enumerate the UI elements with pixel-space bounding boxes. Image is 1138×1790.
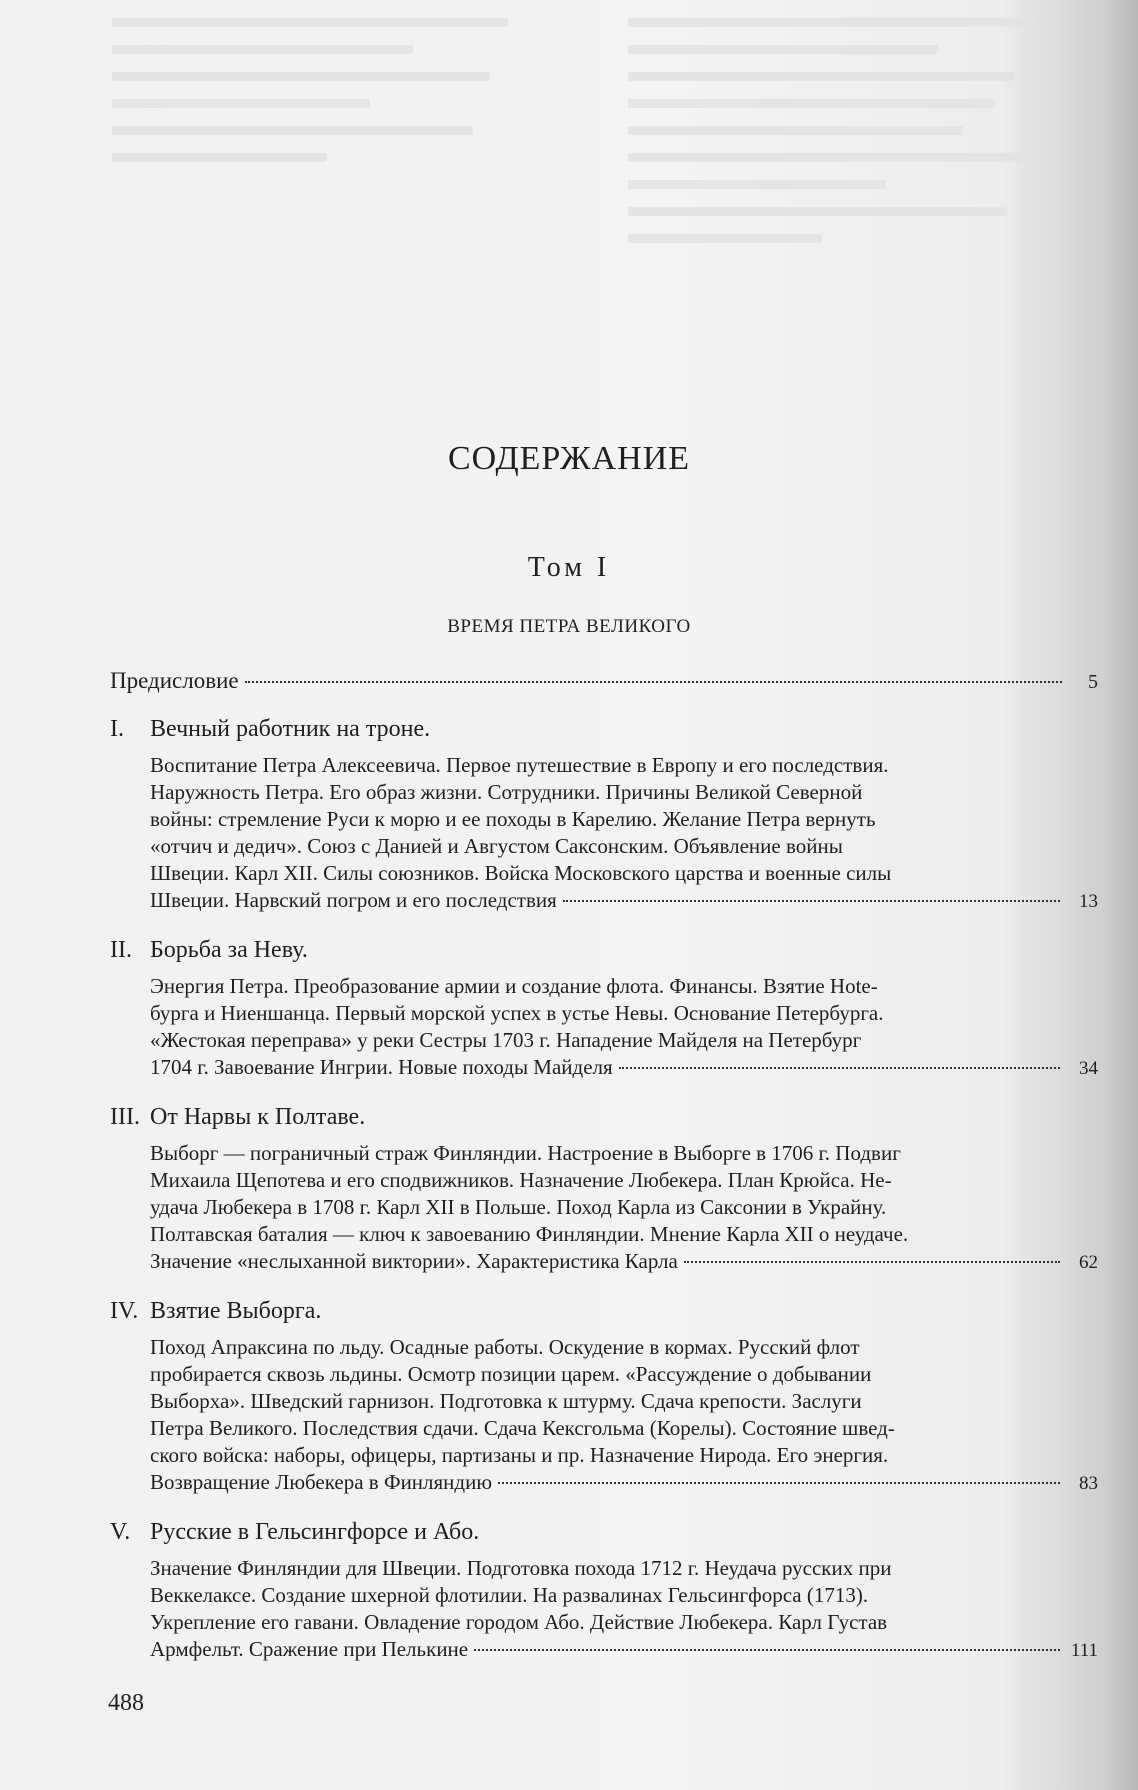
summary-line: Выборха». Шведский гарнизон. Подготовка к штурму. Сдача крепости. Заслуги: [150, 1389, 862, 1413]
chapter-number: III.: [110, 1104, 140, 1130]
summary-line: Петра Великого. Последствия сдачи. Сдача Кексгольма (Корелы). Состояние швед-: [150, 1416, 895, 1440]
summary-line: 1704 г. Завоевание Ингрии. Новые походы Майделя: [150, 1055, 613, 1079]
section-heading: ВРЕМЯ ПЕТРА ВЕЛИКОГО: [447, 616, 691, 637]
chapter-number: IV.: [110, 1298, 139, 1324]
chapter-number: II.: [110, 937, 132, 963]
toc-page-number: 34: [1079, 1058, 1098, 1079]
summary-line: Укрепление его гавани. Овладение городом Або. Действие Любекера. Карл Густав: [150, 1610, 888, 1634]
summary-line: Поход Апраксина по льду. Осадные работы. Оскудение в кормах. Русский флот: [150, 1335, 860, 1359]
dot-leader: [498, 1482, 1060, 1484]
chapter-heading: [110, 714, 1098, 744]
summary-line: Выборг — пограничный страж Финляндии. Настроение в Выборге в 1706 г. Подвиг: [150, 1141, 901, 1165]
summary-line: Веккелаксе. Создание шхерной флотилии. На развалинах Гельсингфорса (1713).: [150, 1583, 869, 1607]
chapter-heading: [110, 1102, 1098, 1132]
chapter-summary: [150, 1555, 1098, 1664]
summary-line: Швеции. Нарвский погром и его последствия: [150, 888, 557, 912]
chapter-title: Русские в Гельсингфорсе и Або.: [150, 1519, 480, 1545]
summary-last-line: [150, 1636, 1098, 1664]
toc-chapter-4[interactable]: [110, 1296, 1098, 1497]
chapter-heading: [110, 1517, 1098, 1547]
chapter-heading: [110, 935, 1098, 965]
chapter-summary: [150, 1140, 1098, 1276]
summary-line: бурга и Ниеншанца. Первый морской успех в устье Невы. Основание Петербурга.: [150, 1001, 884, 1025]
chapter-number: V.: [110, 1519, 131, 1545]
dot-leader: [245, 681, 1062, 683]
summary-line: Значение Финляндии для Швеции. Подготовка похода 1712 г. Неудача русских при: [150, 1556, 892, 1580]
summary-line: Наружность Петра. Его образ жизни. Сотрудники. Причины Великой Северной: [150, 780, 863, 804]
volume-heading: Том I: [527, 552, 611, 583]
summary-line: ского войска: наборы, офицеры, партизаны и пр. Назначение Нирода. Его энергия.: [150, 1443, 889, 1467]
summary-last-line: [150, 1248, 1098, 1276]
chapter-summary: [150, 752, 1098, 915]
summary-last-line: [150, 887, 1098, 915]
toc-entry-preface[interactable]: [110, 668, 1098, 694]
toc-chapter-3[interactable]: [110, 1102, 1098, 1276]
summary-last-line: [150, 1054, 1098, 1082]
chapter-summary: [150, 1334, 1098, 1497]
summary-line: Возвращение Любекера в Финляндию: [150, 1470, 493, 1494]
toc-page-number: 83: [1079, 1473, 1098, 1494]
toc-entry-label: Предисловие: [110, 668, 239, 693]
chapter-heading: [110, 1296, 1098, 1326]
toc-page-number: 62: [1079, 1252, 1098, 1273]
bleed-through-text-right: [628, 18, 1058, 318]
dot-leader: [563, 900, 1060, 902]
summary-line: Швеции. Карл XII. Силы союзников. Войска Московского царства и военные силы: [150, 861, 892, 885]
chapter-title: От Нарвы к Полтаве.: [150, 1104, 366, 1130]
summary-line: «отчич и дедич». Союз с Данией и Августом Саксонским. Объявление войны: [150, 834, 843, 858]
toc-chapter-1[interactable]: [110, 714, 1098, 915]
summary-line: «Жестокая переправа» у реки Сестры 1703 г. Нападение Майделя на Петербург: [150, 1028, 862, 1052]
toc-chapter-2[interactable]: [110, 935, 1098, 1082]
table-of-contents: [110, 668, 1098, 1664]
dot-leader: [474, 1649, 1060, 1651]
summary-line: пробирается сквозь льдины. Осмотр позиции царем. «Рассуждение о добывании: [150, 1362, 872, 1386]
summary-line: удача Любекера в 1708 г. Карл XII в Польше. Поход Карла из Саксонии в Украйну.: [150, 1195, 887, 1219]
chapter-title: Борьба за Неву.: [150, 937, 308, 963]
page-number: 488: [108, 1690, 144, 1716]
page-title: СОДЕРЖАНИЕ: [447, 440, 691, 477]
summary-line: Воспитание Петра Алексеевича. Первое путешествие в Европу и его последствия.: [150, 753, 889, 777]
summary-line: Армфельт. Сражение при Пелькине: [150, 1637, 469, 1661]
summary-last-line: [150, 1469, 1098, 1497]
toc-page-number: 5: [1088, 671, 1098, 693]
dot-leader: [619, 1067, 1060, 1069]
chapter-title: Вечный работник на троне.: [150, 716, 431, 742]
toc-page-number: 111: [1070, 1640, 1098, 1661]
toc-page-number: 13: [1079, 891, 1098, 912]
summary-line: войны: стремление Руси к морю и ее походы в Карелию. Желание Петра вернуть: [150, 807, 876, 831]
toc-chapter-5[interactable]: [110, 1517, 1098, 1664]
bleed-through-text-left: [112, 18, 542, 318]
chapter-title: Взятие Выборга.: [150, 1298, 322, 1324]
summary-line: Энергия Петра. Преобразование армии и создание флота. Финансы. Взятие Нote-: [150, 974, 878, 998]
dot-leader: [684, 1261, 1060, 1263]
summary-line: Полтавская баталия — ключ к завоеванию Финляндии. Мнение Карла XII о неудаче.: [150, 1222, 909, 1246]
chapter-summary: [150, 973, 1098, 1082]
summary-line: Значение «неслыханной виктории». Характеристика Карла: [150, 1249, 678, 1273]
chapter-number: I.: [110, 716, 124, 742]
summary-line: Михаила Щепотева и его сподвижников. Назначение Любекера. План Крюйса. Не-: [150, 1168, 892, 1192]
